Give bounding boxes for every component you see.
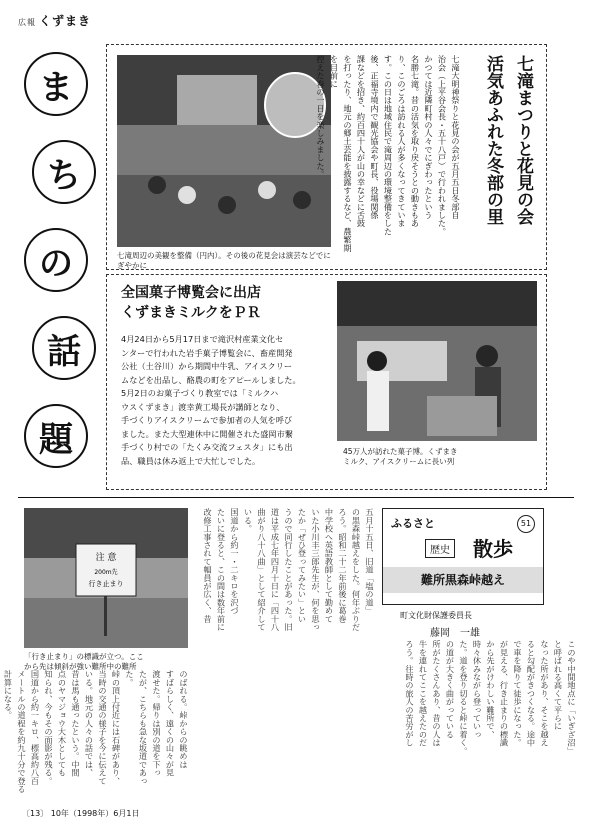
body-line: 国道から約一・二キロを沢づ [230, 508, 240, 615]
pass-body-left [196, 508, 376, 798]
body-line: 昔は馬も通ったという。中間 [71, 670, 81, 777]
section-char-5: 題 [24, 404, 88, 468]
body-line: 手づくり村での「たくみ交流フェスタ」にも出 [121, 442, 293, 452]
body-line: 改修工事されて幅員が広く、昔 [203, 508, 213, 623]
author-name: 藤岡 一雄 [430, 628, 480, 639]
body-line: 中学校へ英語教師として勤めて [324, 508, 335, 623]
body-line: 4月24日から5月17日まで滝沢村産業文化セ [121, 334, 284, 344]
body-line: 治会（上平谷会長・五十八戸）で行われました。 [437, 55, 448, 236]
body-line: たか「ぜひ登ってみたい」とい [297, 508, 308, 623]
series-name: ふるさと [391, 517, 435, 530]
body-line: す。この日は地域住民で滝周辺の環境整備をした [383, 55, 394, 236]
series-box [382, 508, 544, 605]
body-line: 所がたくさんあり、昔の人は [432, 640, 442, 747]
caption-line: 「行き止まり」の標識が立つ。ここ [24, 652, 144, 661]
masthead-title: くずまき [39, 14, 92, 28]
body-line: なった所があり、そこを越え [540, 640, 550, 747]
festival-photo-image [117, 55, 331, 247]
festival-photo [117, 55, 331, 247]
pass-photo [24, 508, 188, 648]
body-line: 公社（土谷川）から期間中牛乳、アイスクリー [121, 361, 293, 371]
body-line: うので同行したことがあった。旧 [284, 508, 294, 631]
body-line: 名勝七滝。昔の活気を取り戻そうとの動きもあ [410, 55, 421, 228]
body-line: 当時の交通の様子を今に伝えて [98, 670, 108, 785]
festival-headline-2: 活気あふれた冬部の里 [483, 55, 503, 225]
body-line: ろう。往時の旅人の苦労がし [405, 640, 415, 747]
body-line: ンターで行われた岩手菓子博覧会に、畜産開発 [121, 347, 293, 358]
expo-photo [337, 281, 537, 441]
sign-line-2: 200m先 [94, 569, 118, 576]
body-line: のばれる。峠からの眺めは [179, 670, 189, 769]
body-line: すばらしく、遠くの山々が見 [165, 670, 176, 777]
body-line: 5月2日のお菓子づくり教室では「ミルクハ [121, 388, 279, 398]
expo-caption [343, 447, 533, 467]
article-subtitle: 難所黒森峠越え [383, 567, 543, 593]
series-category: 歴史 [425, 539, 455, 558]
body-line: 峠の頂上付近には石碑があり、 [111, 670, 122, 785]
body-line: た。道を登り切ると峠に着く。 [459, 640, 469, 755]
page-number: 〔13〕 [22, 809, 49, 818]
body-line: ろう。昭和二十二年前後に葛巻 [338, 508, 348, 623]
body-line: 時々休みながら登っていっ [472, 640, 483, 739]
body-line: かつては近隣町村の人々でにぎわったという [424, 55, 434, 219]
section-char-1: ま [24, 52, 88, 116]
caption-line: ミルク、アイスクリームに長い列 [343, 457, 455, 466]
body-line: から先がけわしい難所で、 [486, 640, 496, 739]
masthead [18, 12, 91, 29]
body-line: が見える、行き止まりの標識 [499, 640, 510, 747]
series-number: 51 [517, 515, 535, 533]
body-line: ウスくずまき」渡幸黄工場長が講師となり、 [121, 401, 285, 412]
expo-photo-image [337, 281, 537, 441]
festival-caption: 七滝周辺の美観を整備（円内）。その後の花見会は演芸などでにぎやかに [117, 251, 331, 270]
body-line: ると勾配がきつくなる。途中 [526, 640, 537, 747]
body-line: 七滝大明神祭りと花見の会が五月五日冬部自 [451, 55, 461, 219]
body-line: 品、職員は休み返上で大忙しでした。 [121, 455, 261, 466]
body-line: 点のヤマジョウ大木としても [57, 670, 68, 777]
body-line: 道は平成七年四月十日に「四十八 [270, 508, 281, 631]
body-line: 渡せた。帰りは別の道を下っ [152, 670, 162, 777]
festival-headline-1: 七滝まつりと花見の会 [513, 55, 533, 225]
expo-headline-2: くずまきミルクをＰＲ [121, 305, 261, 321]
body-line: と呼ばれる高くて平らに [553, 640, 564, 731]
caption-line: から先は傾斜が強い難所中の難所 [24, 662, 137, 671]
body-line: いる。地元の人々の話では、 [84, 670, 95, 777]
issue-date: 10年（1998年）6月1日 [50, 809, 140, 818]
pass-body-right [382, 640, 578, 800]
pass-photo-image [24, 508, 188, 648]
expo-headline [121, 283, 261, 323]
sign-line-3: 行き止まり [88, 580, 124, 588]
body-line: メートルの道程を約九十分で登る計算になる。 [3, 670, 27, 793]
body-line: いる。 [243, 508, 254, 533]
article-expo [106, 274, 547, 490]
expo-headline-1: 全国菓子博覧会に出店 [121, 285, 261, 301]
body-line: の道が大きく曲がっている [445, 640, 456, 739]
expo-body [121, 333, 329, 468]
section-char-4: 話 [32, 316, 96, 380]
masthead-small: 広報 [18, 18, 36, 27]
body-line: 五月十五日、旧道「塩の道」 [365, 508, 375, 615]
festival-body [314, 55, 463, 255]
pass-body-bottom [3, 670, 190, 798]
body-line: たが、こちらも急な坂道であった。 [125, 670, 149, 785]
body-line: 課などを招き、約百四十人が山の幸などに舌鼓 [356, 55, 367, 228]
body-line: 曲がり八十八曲」として紹介して [257, 508, 267, 631]
body-line: ムなどを出品し、酪農の町をアピールしました。 [121, 374, 301, 385]
author-role: 町文化財保護委員長 [400, 611, 472, 620]
series-title: 散歩 [473, 537, 513, 561]
divider [18, 497, 574, 498]
body-line: で車を降りて徒歩になった。 [513, 640, 523, 747]
sign-line-1: 注 意 [95, 553, 117, 563]
body-line: 国道から約一キロ、標高約八百 [30, 670, 41, 785]
body-line: の黒森峠越えをした。何年ぶりだ [351, 508, 362, 631]
pass-caption [24, 652, 190, 672]
festival-headline [478, 55, 538, 260]
section-char-3: の [24, 228, 88, 292]
article-festival [106, 44, 547, 270]
body-line: いた小川丰三郎先生が、何を思っ [311, 508, 321, 631]
caption-line: 45万人が訪れた菓子博。くずまき [343, 447, 458, 456]
section-title-column [18, 46, 104, 494]
body-line: 手づくりアイスクリームで参加者の人気を呼び [121, 415, 293, 425]
body-line: り、このごろは訪れる人が多くなってきていま [397, 55, 407, 228]
body-line: 知られ、今もその面影が残る。 [44, 670, 54, 785]
body-line: 牛を連れてここを越えたのだ [418, 640, 429, 747]
body-line: ました。また大型連休中に開催された盛岡市繋 [121, 428, 293, 439]
body-line: 控えた春の一日を楽しみました。 [316, 55, 326, 178]
section-char-2: ち [32, 140, 96, 204]
body-line: を打ったり、地元の郷土芸能を披露するなど、農繁期を目前に [329, 55, 353, 252]
footer [22, 808, 139, 819]
body-line: このや中間地点に「いぎざ沼」 [567, 640, 577, 755]
body-line: 後、正福寺境内で観光協会や町長、役場関係 [370, 55, 380, 219]
body-line: たいに登ると、この間は数年前に [216, 508, 227, 631]
